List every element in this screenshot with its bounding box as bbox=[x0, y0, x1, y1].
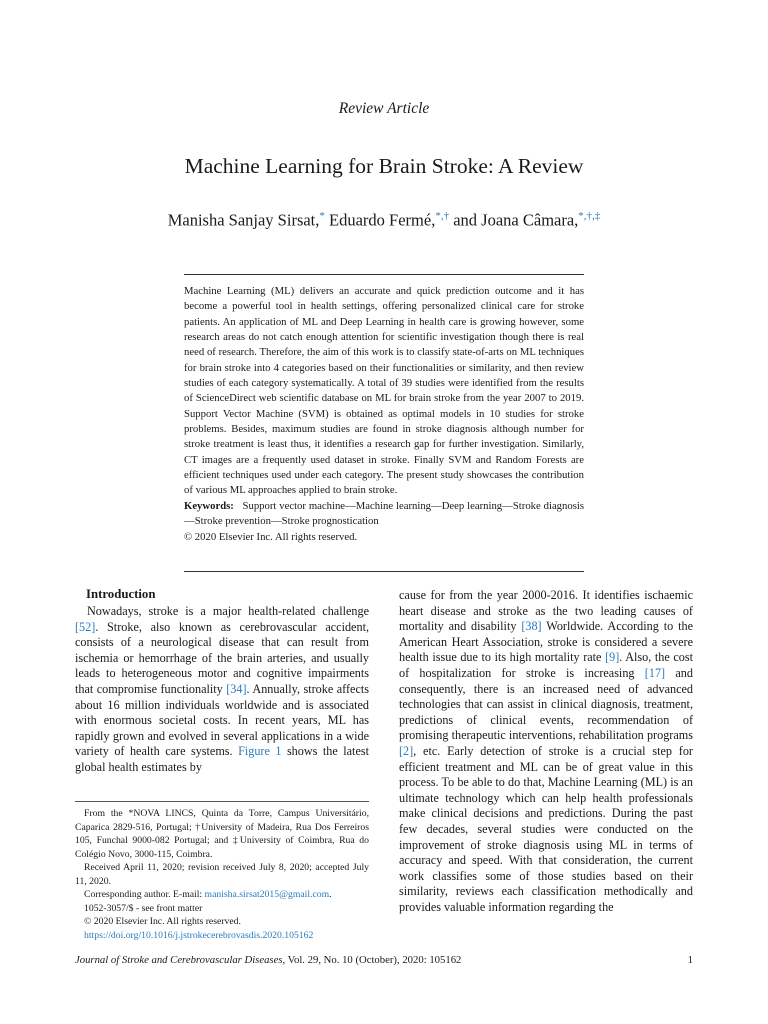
abstract-bottom-rule bbox=[184, 571, 584, 572]
page-number: 1 bbox=[687, 954, 693, 966]
abstract-top-rule bbox=[184, 274, 584, 275]
footnote-corresponding bbox=[75, 888, 369, 902]
footnote-issn: 1052-3057/$ - see front matter bbox=[84, 902, 203, 914]
citation-link[interactable]: [38] bbox=[521, 619, 542, 634]
keywords-label: Keywords: bbox=[184, 499, 234, 512]
body-text: Worldwide. According to the American Heart Association, stroke is considered a severe health issue due to its high mortality rate bbox=[399, 619, 693, 665]
section-heading-introduction: Introduction bbox=[86, 587, 156, 601]
citation-link[interactable]: [52] bbox=[75, 619, 96, 634]
author-name: Manisha Sanjay Sirsat, bbox=[167, 210, 320, 230]
intro-paragraph-right bbox=[399, 588, 693, 915]
author-list bbox=[0, 210, 768, 231]
citation-link[interactable]: [34] bbox=[226, 681, 247, 696]
journal-citation: , Vol. 29, No. 10 (October), 2020: 105162 bbox=[282, 954, 462, 966]
abstract-text: Machine Learning (ML) delivers an accurate and quick prediction outcome and it has become a powerful tool in health settings, offering personalized clinical care for stroke patients. An application of ML and Deep Learning in health care is growing however, some research areas do not catch enough attention for scientific investigation though there is real need of research. Therefore, the aim of this work is to classify state-of-arts on ML techniques for brain stroke into 4 categories based on their functionalities or similarity, and then review studies of each category systematically. A total of 39 studies were identified from the results of ScienceDirect web scientific database on ML for brain stroke from the year 2007 to 2019. Support Vector Machine (SVM) is obtained as optimal models in 10 studies for stroke problems. Besides, maximum studies are found in stroke diagnosis although number for stroke treatment is least thus, it identifies a research gap for further investigation. Similarly, CT images are a frequently used dataset in stroke. Finally SVM and Random Forests are efficient techniques used under each category. The present study showcases the contribution of various ML approaches applied to brain stroke. bbox=[184, 285, 584, 497]
author-affiliation-marks[interactable]: *,†,‡ bbox=[578, 210, 601, 222]
intro-paragraph-left bbox=[75, 604, 369, 776]
body-text: . Also, the cost of hospitalization for stroke is increasing bbox=[399, 650, 694, 680]
email-suffix: . bbox=[329, 889, 332, 900]
body-text: shows the latest global health estimates by bbox=[75, 744, 369, 774]
body-text: and consequently, there is an increased need of advanced technologies that can assist in clinical diagnosis, treatment, predictions of clinical events, recommendation of promising therapeutic interventions, rehabilitation programs bbox=[399, 665, 693, 743]
keywords bbox=[184, 499, 584, 530]
footnote bbox=[75, 807, 369, 942]
article-type: Review Article bbox=[338, 100, 430, 117]
author-affiliation-marks[interactable]: * bbox=[319, 210, 325, 222]
author-name: and Joana Câmara, bbox=[449, 210, 579, 230]
citation-link[interactable]: [2] bbox=[399, 743, 414, 758]
doi-link[interactable]: https://doi.org/10.1016/j.jstrokecerebrovasdis.2020.105162 bbox=[84, 929, 314, 941]
body-text: . Annually, stroke affects about 16 million individuals worldwide and is associated with enormous societal costs. In recent years, ML has rapidly grown and evolved in several applications in a wide variety of health care systems. bbox=[75, 681, 369, 759]
paper-title: Machine Learning for Brain Stroke: A Review bbox=[184, 154, 584, 178]
page-footer bbox=[75, 954, 693, 966]
body-text: cause for from the year 2000-2016. It identifies ischaemic heart disease and stroke as the two leading causes of mortality and disability bbox=[399, 588, 693, 634]
keywords-text: Support vector machine—Machine learning—Deep learning—Stroke diagnosis—Stroke prevention—Stroke prognostication bbox=[184, 499, 585, 528]
citation-link[interactable]: Figure 1 bbox=[238, 744, 282, 759]
abstract-copyright: © 2020 Elsevier Inc. All rights reserved. bbox=[184, 530, 358, 543]
email-link[interactable]: manisha.sirsat2015@gmail.com bbox=[204, 889, 330, 900]
citation-link[interactable]: [9] bbox=[605, 650, 620, 665]
corresponding-label: Corresponding author. E-mail: bbox=[84, 889, 205, 900]
body-text: Nowadays, stroke is a major health-related challenge bbox=[87, 604, 369, 618]
body-text: . Stroke, also known as cerebrovascular accident, consists of a neurological disease that can result from ischemia or hemorrhage of the brain arteries, and usually leads to heterogeneous motor and cognitive impairments that compromise functionality bbox=[75, 619, 369, 696]
abstract bbox=[184, 284, 584, 545]
author-affiliation-marks[interactable]: *,† bbox=[435, 210, 450, 222]
body-column-right bbox=[399, 588, 693, 915]
journal-name: Journal of Stroke and Cerebrovascular Diseases bbox=[75, 954, 283, 966]
author-name: Eduardo Fermé, bbox=[324, 210, 436, 230]
body-text: , etc. Early detection of stroke is a crucial step for efficient treatment and ML can be of great value in this process. To be able to do that, Machine Learning (ML) is an ultimate technology which can help health professionals make clinical decisions and predictions. During the past few decades, several studies were conducted on the improvement of stroke diagnosis using ML in terms of accuracy and speed. With that consideration, the current work classifies some of those studies based on their similarity, reviews each classification methodically and provides valuable information regarding the bbox=[399, 743, 693, 914]
footnote-copyright: © 2020 Elsevier Inc. All rights reserved. bbox=[84, 916, 241, 927]
footnote-received: Received April 11, 2020; revision received July 8, 2020; accepted July 11, 2020. bbox=[75, 862, 369, 887]
body-column-left bbox=[75, 604, 369, 776]
citation-link[interactable]: [17] bbox=[644, 665, 666, 680]
footnote-affiliations: From the *NOVA LINCS, Quinta da Torre, Campus Universitário, Caparica 2829-516, Portugal; †University of Madeira, Rua Dos Ferreiros 105, Funchal 9000-082 Portugal; and ‡University of Coimbra, Rua do Colégio Novo, 3000-115, Coimbra. bbox=[75, 808, 369, 860]
footnote-rule bbox=[75, 801, 369, 802]
